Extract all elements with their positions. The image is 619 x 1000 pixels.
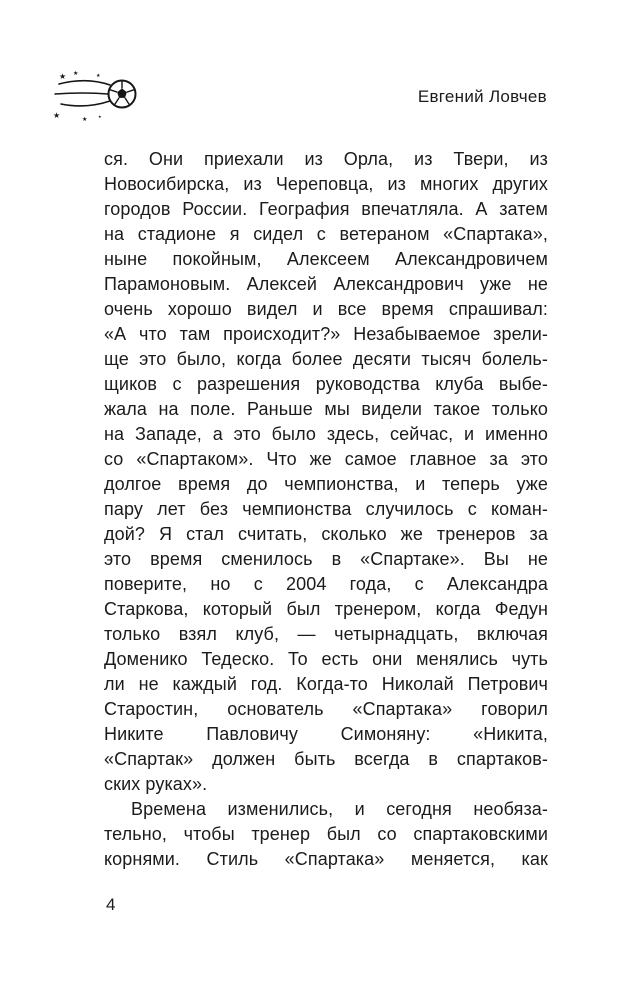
text-line: только взял клуб, — четырнадцать, включая [104,624,548,644]
svg-text:★: ★ [98,114,102,119]
text-line: на стадионе я сидел с ветераном «Спартака», [104,224,548,244]
soccer-ball-comet-icon [52,66,144,124]
text-line: городов России. География впечатляла. А затем [104,199,548,219]
text-line: «А что там происходит?» Незабываемое зрели- [104,324,548,344]
text-line: тельно, чтобы тренер был со спартаковскими [104,824,548,844]
text-block [104,147,548,872]
text-line: Парамоновым. Алексей Александрович уже не [104,274,548,294]
svg-text:★: ★ [53,111,61,120]
text-line: Никите Павловичу Симоняну: «Никита, [104,724,548,744]
svg-text:★: ★ [96,73,101,79]
text-line: ли не каждый год. Когда-то Николай Петрович [104,674,548,694]
text-line: Новосибирска, из Череповца, из многих других [104,174,548,194]
text-line: очень хорошо видел и все время спрашивал: [104,299,548,319]
text-line: со «Спартаком». Что же самое главное за это [104,449,548,469]
text-line: Доменико Тедеско. То есть они менялись чуть [104,649,548,669]
text-line: Старкова, который был тренером, когда Федун [104,599,548,619]
svg-text:★: ★ [82,116,88,123]
text-line: это время сменилось в «Спартаке». Вы не [104,549,548,569]
text-line: корнями. Стиль «Спартака» меняется, как [104,849,548,869]
text-line: пару лет без чемпионства случилось с коман- [104,499,548,519]
text-line: ся. Они приехали из Орла, из Твери, из [104,149,548,169]
page-number: 4 [106,895,116,914]
text-line: Старостин, основатель «Спартака» говорил [104,699,548,719]
running-head-author: Евгений Ловчев [417,87,547,106]
text-line: щиков с разрешения руководства клуба выбе- [104,374,548,394]
text-line: Времена изменились, и сегодня необяза- [131,799,548,819]
text-line: дой? Я стал считать, сколько же тренеров за [104,524,548,544]
text-line: ще это было, когда более десяти тысяч болель- [104,349,548,369]
text-line: на Западе, а это было здесь, сейчас, и именно [104,424,548,444]
text-line: поверите, но с 2004 года, с Александра [104,574,548,594]
text-line: долгое время до чемпионства, и теперь уже [104,474,548,494]
svg-text:★: ★ [73,70,79,77]
paragraph [104,147,548,797]
text-line: жала на поле. Раньше мы видели такое только [104,399,548,419]
svg-text:★: ★ [59,72,67,81]
paragraph [104,797,548,872]
text-line: ских руках». [104,774,208,794]
text-line: ныне покойным, Алексеем Александровичем [104,249,548,269]
text-line: «Спартак» должен быть всегда в спартаков- [104,749,548,769]
